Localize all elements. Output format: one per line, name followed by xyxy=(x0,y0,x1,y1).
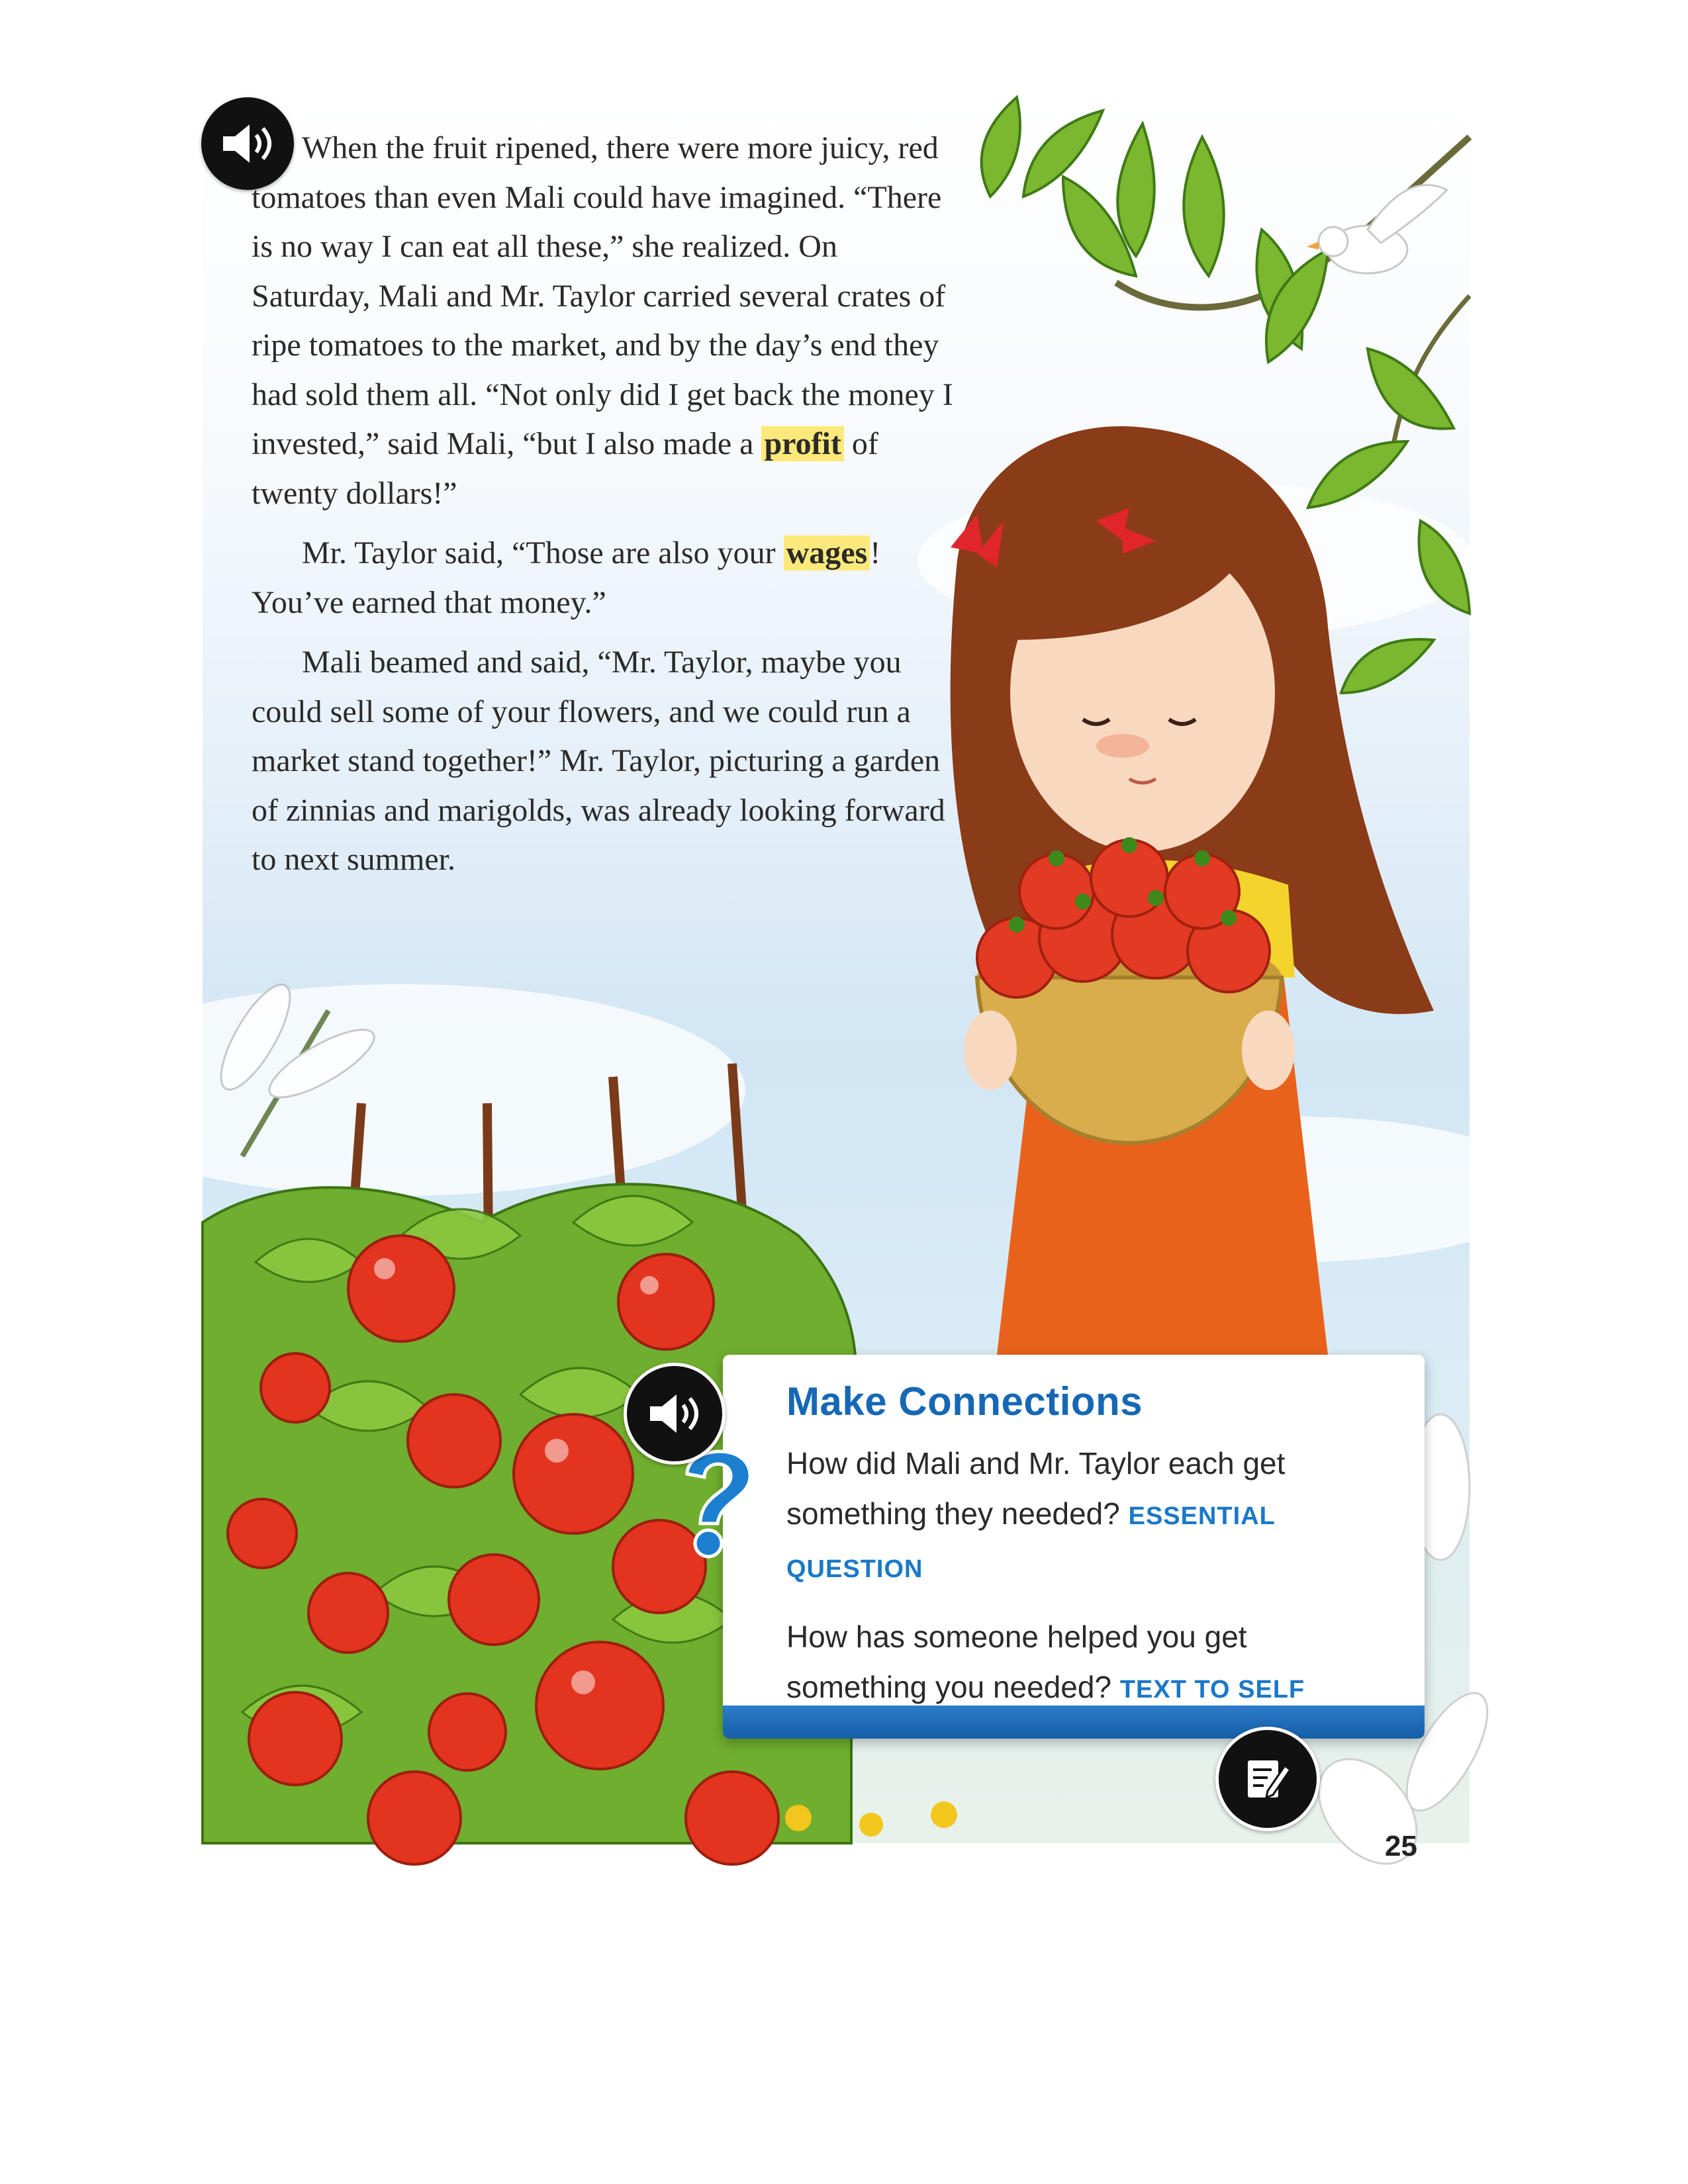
page-number: 25 xyxy=(1385,1830,1417,1862)
make-connections-box xyxy=(723,1355,1425,1739)
essential-question-tag: ESSENTIAL QUESTION xyxy=(786,1502,1276,1583)
text-to-self-tag: TEXT TO SELF xyxy=(1119,1676,1305,1704)
notebook-pencil-icon xyxy=(1241,1752,1294,1805)
vocab-word-profit[interactable]: profit xyxy=(761,426,843,461)
story-paragraph-2: Mr. Taylor said, “Those are also your wages! You’ve earned that money.” xyxy=(252,535,881,620)
make-connections-title: Make Connections xyxy=(786,1379,1143,1424)
write-response-button[interactable] xyxy=(1215,1727,1320,1831)
text-to-self-question: How has someone helped you get something you needed? TEXT TO SELF xyxy=(786,1619,1305,1704)
story-paragraph-3: Mali beamed and said, “Mr. Taylor, maybe you could sell some of your flowers, and we could run a market stand together!” Mr. Taylor, picturing a garden of zinnias and marigolds, was already looking forward to next summer. xyxy=(252,645,945,877)
speaker-icon xyxy=(645,1390,704,1437)
card-footer-bar xyxy=(723,1706,1425,1739)
story-paragraph-1: When the fruit ripened, there were more juicy, red tomatoes than even Mali could have imagined. “There is no way I can eat all these,” she realized. On Saturday, Mali and Mr. Taylor carried several crates of ripe tomatoes to the market, and by the day’s end they had sold them all. “Not only did I get back the money I invested,” said Mali, “but I also made a profit of twenty dollars!” xyxy=(252,130,953,511)
connections-audio-button[interactable] xyxy=(624,1363,726,1465)
storybook-page xyxy=(203,97,1470,1862)
vocab-word-wages[interactable]: wages xyxy=(784,535,870,570)
essential-question: How did Mali and Mr. Taylor each get something they needed? ESSENTIAL QUESTION xyxy=(786,1446,1286,1583)
story-text xyxy=(252,124,953,895)
